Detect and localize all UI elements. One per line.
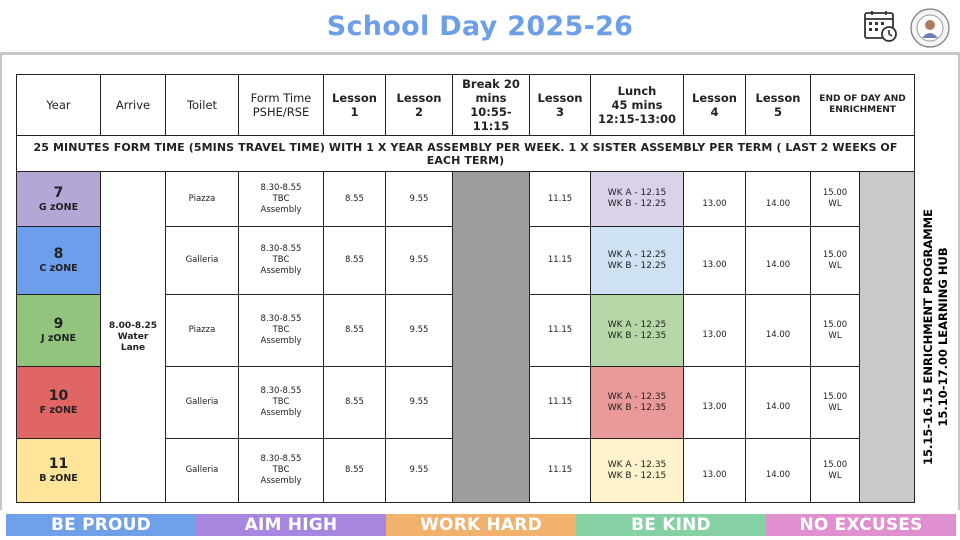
enrichment-line-2: 15.10-17.00 LEARNING HUB <box>936 247 950 427</box>
form-time-cell: 8.30-8.55 TBC Assembly <box>239 367 324 439</box>
lesson4-cell: 13.00 <box>684 367 746 439</box>
lesson2-cell: 9.55 <box>386 367 453 439</box>
header-lesson-5: Lesson 5 <box>746 75 811 136</box>
header-lesson-4: Lesson 4 <box>684 75 746 136</box>
enrichment-side-label <box>918 172 954 502</box>
calendar-clock-icon <box>864 10 898 42</box>
lesson4-cell: 13.00 <box>684 227 746 295</box>
header-year: Year <box>17 75 101 136</box>
lesson2-cell: 9.55 <box>386 172 453 227</box>
end-of-day-cell: 15.00 WL <box>811 295 860 367</box>
form-time-cell: 8.30-8.55 TBC Assembly <box>239 172 324 227</box>
lesson5-cell: 14.00 <box>746 439 811 503</box>
value-no-excuses: NO EXCUSES <box>766 514 956 536</box>
header-toilet: Toilet <box>166 75 239 136</box>
break-block <box>453 172 530 503</box>
lesson1-cell: 8.55 <box>324 227 386 295</box>
toilet-cell: Galleria <box>166 367 239 439</box>
form-time-cell: 8.30-8.55 TBC Assembly <box>239 227 324 295</box>
value-be-kind: BE KIND <box>576 514 766 536</box>
header-lesson-3: Lesson 3 <box>530 75 591 136</box>
year-cell: 8 C zONE <box>17 227 101 295</box>
toilet-cell: Galleria <box>166 439 239 503</box>
page-header <box>0 0 960 55</box>
lunch-cell: WK A - 12.15 WK B - 12.25 <box>591 172 684 227</box>
school-crest-logo <box>910 8 950 48</box>
lunch-cell: WK A - 12.25 WK B - 12.25 <box>591 227 684 295</box>
lesson3-cell: 11.15 <box>530 227 591 295</box>
toilet-cell: Galleria <box>166 227 239 295</box>
header-lunch: Lunch 45 mins 12:15-13:00 <box>591 75 684 136</box>
header-break: Break 20 mins 10:55-11:15 <box>453 75 530 136</box>
lesson5-cell: 14.00 <box>746 295 811 367</box>
year-cell: 7 G zONE <box>17 172 101 227</box>
form-time-cell: 8.30-8.55 TBC Assembly <box>239 295 324 367</box>
year-cell: 10 F zONE <box>17 367 101 439</box>
lesson3-cell: 11.15 <box>530 367 591 439</box>
lunch-cell: WK A - 12.25 WK B - 12.35 <box>591 295 684 367</box>
toilet-cell: Piazza <box>166 295 239 367</box>
toilet-cell: Piazza <box>166 172 239 227</box>
lesson4-cell: 13.00 <box>684 172 746 227</box>
note-row <box>17 136 915 172</box>
lesson4-cell: 13.00 <box>684 295 746 367</box>
school-day-timetable <box>16 74 915 503</box>
lesson2-cell: 9.55 <box>386 439 453 503</box>
lesson3-cell: 11.15 <box>530 295 591 367</box>
lesson1-cell: 8.55 <box>324 172 386 227</box>
lesson2-cell: 9.55 <box>386 227 453 295</box>
lesson5-cell: 14.00 <box>746 367 811 439</box>
end-of-day-cell: 15.00 WL <box>811 227 860 295</box>
table-row <box>17 172 915 227</box>
value-work-hard: WORK HARD <box>386 514 576 536</box>
lesson3-cell: 11.15 <box>530 172 591 227</box>
header-lesson-1: Lesson 1 <box>324 75 386 136</box>
header-end-of-day: END OF DAY AND ENRICHMENT <box>811 75 915 136</box>
enrichment-block <box>860 172 915 503</box>
enrichment-line-1: 15.15-16.15 ENRICHMENT PROGRAMME <box>921 209 935 465</box>
school-values-bar <box>6 514 956 536</box>
lesson3-cell: 11.15 <box>530 439 591 503</box>
end-of-day-cell: 15.00 WL <box>811 439 860 503</box>
lesson1-cell: 8.55 <box>324 439 386 503</box>
lesson1-cell: 8.55 <box>324 367 386 439</box>
year-cell: 9 J zONE <box>17 295 101 367</box>
end-of-day-cell: 15.00 WL <box>811 367 860 439</box>
year-cell: 11 B zONE <box>17 439 101 503</box>
assembly-note: 25 MINUTES FORM TIME (5MINS TRAVEL TIME) WITH 1 X YEAR ASSEMBLY PER WEEK. 1 X SISTER ASSEMBLY PER TERM ( LAST 2 WEEKS OF EACH TERM) <box>17 136 915 172</box>
lesson4-cell: 13.00 <box>684 439 746 503</box>
lesson2-cell: 9.55 <box>386 295 453 367</box>
lunch-cell: WK A - 12.35 WK B - 12.35 <box>591 367 684 439</box>
header-lesson-2: Lesson 2 <box>386 75 453 136</box>
header-arrive: Arrive <box>101 75 166 136</box>
value-be-proud: BE PROUD <box>6 514 196 536</box>
lesson1-cell: 8.55 <box>324 295 386 367</box>
page-title: School Day 2025-26 <box>326 10 634 42</box>
lunch-cell: WK A - 12.35 WK B - 12.15 <box>591 439 684 503</box>
header-row <box>17 75 915 136</box>
lesson5-cell: 14.00 <box>746 172 811 227</box>
value-aim-high: AIM HIGH <box>196 514 386 536</box>
form-time-cell: 8.30-8.55 TBC Assembly <box>239 439 324 503</box>
arrive-cell: 8.00-8.25 Water Lane <box>101 172 166 503</box>
end-of-day-cell: 15.00 WL <box>811 172 860 227</box>
lesson5-cell: 14.00 <box>746 227 811 295</box>
header-form-time: Form Time PSHE/RSE <box>239 75 324 136</box>
